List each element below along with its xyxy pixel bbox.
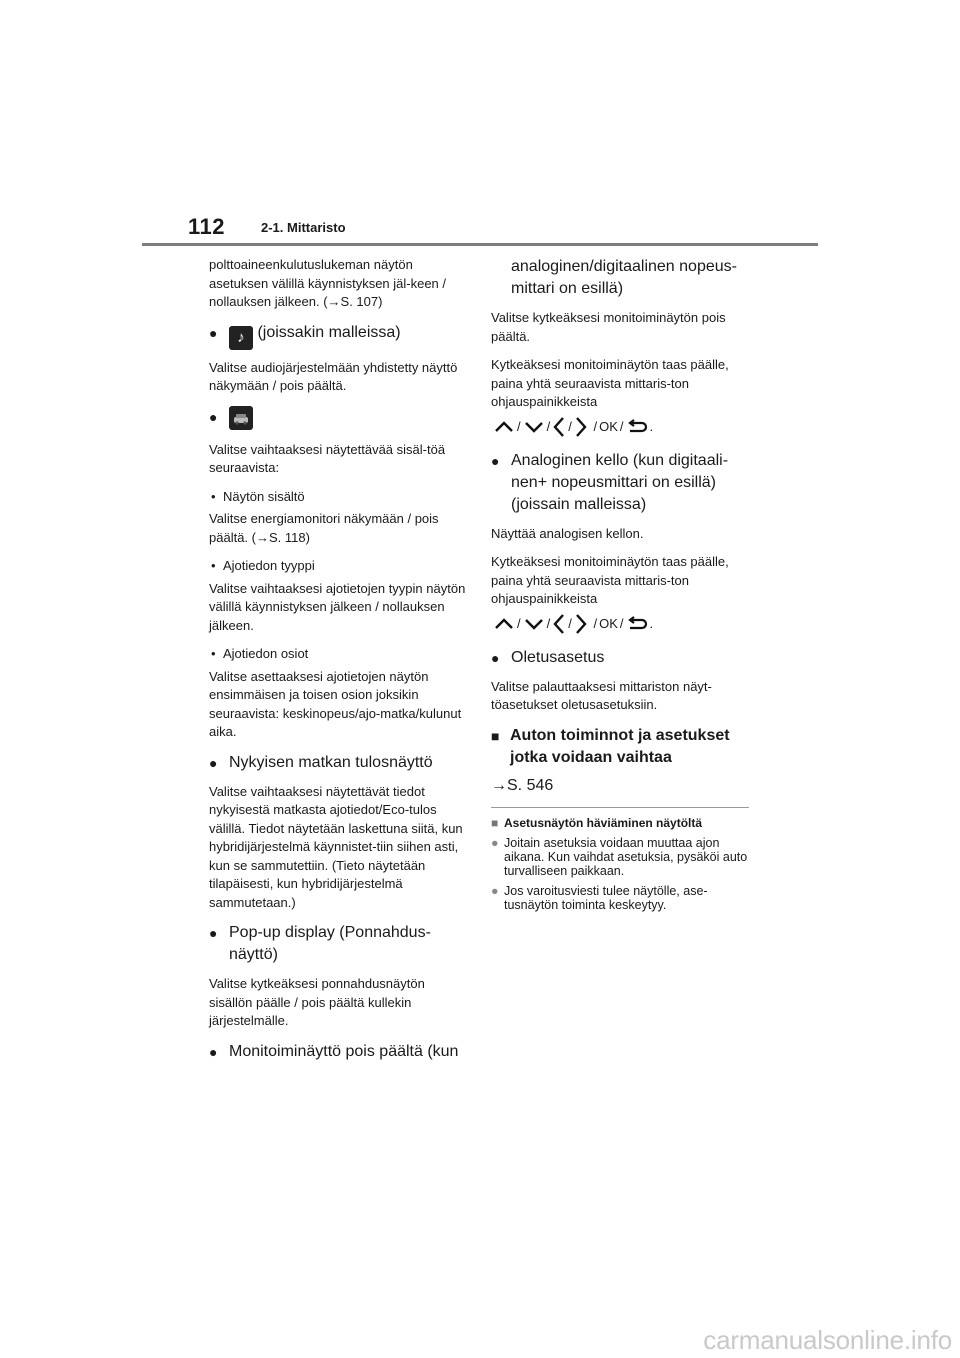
analog-clock-label-line1: Analoginen kello (kun digitaali- xyxy=(511,451,729,469)
bullet-icon: ● xyxy=(209,925,218,941)
note-heading-label: Asetusnäytön häviäminen näytöltä xyxy=(504,815,703,830)
default-setting-label: Oletusasetus xyxy=(511,648,605,666)
monitor-on-text: Kytkeäksesi monitoiminäytön taas päälle, paina yhtä seuraavista mittaris-ton ohjauspainikkeista xyxy=(491,357,729,409)
sub-item-text: Valitse asettaaksesi ajotietojen näytön ensimmäisen ja toisen osion joksikin seuraavista: keskinopeus/ajo-matka/kulunut aika. xyxy=(209,668,462,739)
note-item-text: Jos varoitusviesti tulee näytölle, ase-tusnäytön toiminta keskeytyy. xyxy=(504,883,708,912)
trip-result-heading xyxy=(209,752,469,774)
sub-item-text: Valitse energiamonitori näkymään / pois päältä. (→S. 118) xyxy=(209,511,439,545)
sub-item-trip-type: • Ajotiedon tyyppi xyxy=(211,558,315,573)
sub-item-title: Näytön sisältö xyxy=(223,488,305,504)
trip-result-label: Nykyisen matkan tulosnäyttö xyxy=(229,753,433,771)
monitor-off-label-line3: mittari on esillä) xyxy=(511,280,624,297)
vehicle-settings-icon xyxy=(229,406,253,430)
analog-clock-text: Näyttää analogisen kellon. xyxy=(491,525,644,541)
chevron-down-icon xyxy=(523,419,545,435)
monitor-off-heading xyxy=(209,1041,469,1063)
trip-result-text: Valitse vaihtaaksesi näytettävät tiedot nykyisestä matkasta ajotiedot/Eco-tulos välillä. Tiedot näytetään laskettuna siitä, kun hybridijärjestelmä käynnistet-tiin siihen asti, kun se sammutettiin. (Tieto näytetään tilapäisesti, kun hybridijärjestelmä sammutetaan.) xyxy=(209,783,463,910)
chevron-up-icon xyxy=(493,419,515,435)
note-item-text: Joitain asetuksia voidaan muuttaa ajon aikana. Kun vaihdat asetuksia, pysäköi auto turvalliseen paikkaan. xyxy=(504,835,748,878)
header-divider xyxy=(142,243,818,246)
page-number: 112 xyxy=(188,214,225,239)
note-item: ● Jos varoitusviesti tulee näytölle, ase-tusnäytön toiminta keskeytyy. xyxy=(491,883,708,912)
bullet-icon: ● xyxy=(209,408,218,425)
audio-item-heading xyxy=(209,322,469,350)
sub-item-display-content: • Näytön sisältö xyxy=(211,488,305,504)
chevron-right-icon xyxy=(574,613,588,635)
chevron-left-icon xyxy=(552,613,566,635)
right-column xyxy=(491,256,751,918)
analog-clock-heading xyxy=(491,450,751,472)
analog-clock-label-line2: nen+ nopeusmittari on esillä) xyxy=(511,473,717,491)
analog-clock-label-line3: (joissain malleissa) xyxy=(511,495,647,513)
control-buttons-row: / / / / OK / . xyxy=(493,416,751,438)
sub-item-title: Ajotiedon tyyppi xyxy=(223,558,315,573)
note-divider xyxy=(491,807,749,808)
popup-label-line1: Pop-up display (Ponnahdus- xyxy=(229,924,431,941)
square-bullet-icon: ■ xyxy=(491,727,500,744)
bullet-icon: ● xyxy=(491,649,500,666)
control-buttons-row: / / / / OK / . xyxy=(493,613,751,635)
sub-item-text: Valitse vaihtaaksesi ajotietojen tyypin näytön välillä käynnistyksen jälkeen / nollauksen jälkeen. xyxy=(209,580,466,633)
monitor-off-text: Valitse kytkeäksesi monitoiminäytön pois päältä. xyxy=(491,310,726,344)
note-heading: ■ Asetusnäytön häviäminen näytöltä xyxy=(491,815,703,830)
vehicle-functions-heading xyxy=(491,725,751,747)
popup-heading xyxy=(209,922,469,944)
bullet-icon: ● xyxy=(209,1043,218,1060)
left-column xyxy=(209,256,469,1072)
default-setting-heading xyxy=(491,647,751,669)
music-note-icon: ♪ xyxy=(229,326,253,350)
audio-item-label: (joissakin malleissa) xyxy=(257,323,401,341)
monitor-off-label: Monitoiminäyttö pois päältä (kun xyxy=(229,1042,459,1060)
bullet-icon: ● xyxy=(209,754,218,771)
chevron-left-icon xyxy=(552,416,566,438)
page-reference: →S. 546 xyxy=(491,776,554,794)
ok-button-label: OK xyxy=(599,418,618,434)
chevron-up-icon xyxy=(493,616,515,632)
vehicle-functions-label-line2: jotka voidaan vaihtaa xyxy=(510,748,672,766)
sub-item-trip-sections: • Ajotiedon osiot xyxy=(211,646,309,661)
vehicle-item-text: Valitse vaihtaaksesi näytettävää sisäl-töä seuraavista: xyxy=(209,441,446,475)
popup-text: Valitse kytkeäksesi ponnahdusnäytön sisällön päälle / pois päältä kullekin järjestelmälle. xyxy=(209,976,425,1028)
sub-item-title: Ajotiedon osiot xyxy=(223,646,309,661)
audio-item-text: Valitse audiojärjestelmään yhdistetty näyttö näkymään / pois päältä. xyxy=(209,359,458,393)
bullet-icon: ● xyxy=(491,452,500,469)
bullet-icon: ● xyxy=(209,324,218,341)
default-setting-text: Valitse palauttaaksesi mittariston näyt-töasetukset oletusasetuksiin. xyxy=(491,678,712,712)
analog-clock-on-text: Kytkeäksesi monitoiminäytön taas päälle, paina yhtä seuraavista mittaris-ton ohjauspainikkeista xyxy=(491,554,729,606)
back-arrow-icon xyxy=(626,616,648,632)
section-title: 2-1. Mittaristo xyxy=(261,220,346,235)
chevron-down-icon xyxy=(523,616,545,632)
monitor-off-label-line2: analoginen/digitaalinen nopeus- xyxy=(511,258,737,275)
chevron-right-icon xyxy=(574,416,588,438)
back-arrow-icon xyxy=(626,419,648,435)
intro-text: polttoaineenkulutuslukeman näytön asetuksen välillä käynnistyksen jäl-keen / nollauksen jälkeen. (→S. 107) xyxy=(209,257,447,309)
watermark: carmanualsonline.info xyxy=(703,1325,952,1355)
vehicle-item-heading xyxy=(209,406,469,432)
vehicle-functions-label-line1: Auton toiminnot ja asetukset xyxy=(510,726,730,744)
note-item: ● Joitain asetuksia voidaan muuttaa ajon aikana. Kun vaihdat asetuksia, pysäköi auto turvalliseen paikkaan. xyxy=(491,835,748,878)
ok-button-label: OK xyxy=(599,615,618,631)
popup-label-line2: näyttö) xyxy=(229,946,278,963)
